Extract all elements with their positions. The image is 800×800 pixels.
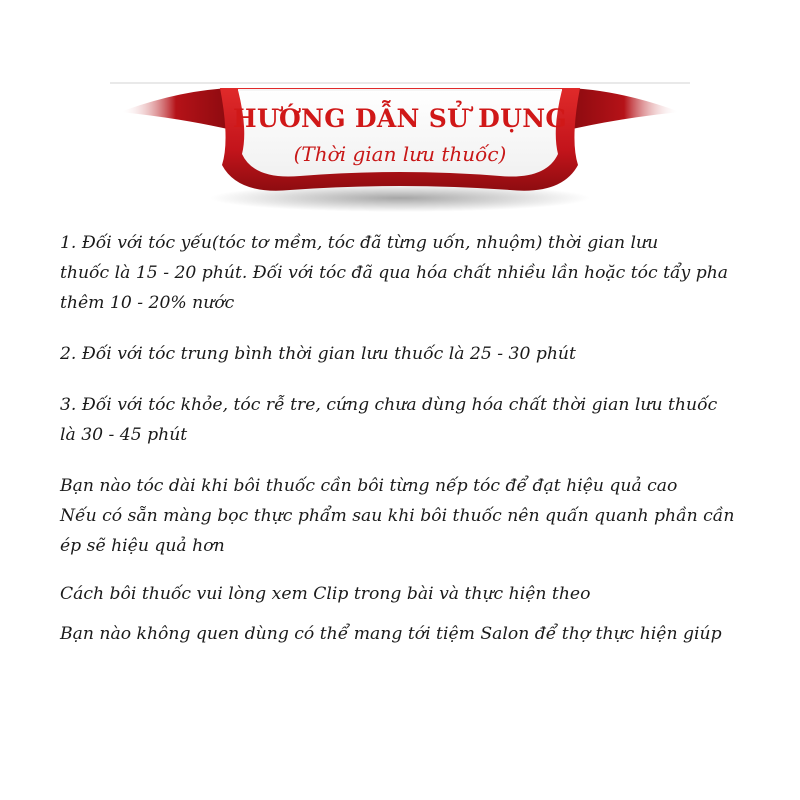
banner-subtitle: (Thời gian lưu thuốc) [293,142,507,166]
text-line: ép sẽ hiệu quả hơn [60,536,225,556]
text-line: thêm 10 - 20% nước [60,293,235,313]
text-line: 2. Đối với tóc trung bình thời gian lưu thuốc là 25 - 30 phút [60,344,576,364]
text-line: 1. Đối với tóc yếu(tóc tơ mềm, tóc đã từng uốn, nhuộm) thời gian lưu [60,233,659,253]
text-line: Cách bôi thuốc vui lòng xem Clip trong bài và thực hiện theo [60,584,591,604]
banner-title: HƯỚNG DẪN SỬ DỤNG [232,104,568,133]
instruction-weak-hair [60,228,770,318]
tip-video-clip [60,579,770,609]
title-banner [100,70,700,220]
instruction-strong-hair [60,390,770,450]
instructions-body [60,228,770,649]
text-line: Bạn nào không quen dùng có thể mang tới tiệm Salon để thợ thực hiện giúp [60,624,722,644]
text-line: là 30 - 45 phút [60,425,188,445]
tip-long-hair [60,471,770,561]
instruction-normal-hair [60,339,770,369]
text-line: 3. Đối với tóc khỏe, tóc rễ tre, cứng chưa dùng hóa chất thời gian lưu thuốc [60,395,718,415]
text-line: thuốc là 15 - 20 phút. Đối với tóc đã qua hóa chất nhiều lần hoặc tóc tẩy pha [60,263,729,283]
text-line: Bạn nào tóc dài khi bôi thuốc cần bôi từng nếp tóc để đạt hiệu quả cao [60,476,678,496]
tip-salon [60,619,770,649]
text-line: Nếu có sẵn màng bọc thực phẩm sau khi bôi thuốc nên quấn quanh phần cần [60,506,735,526]
